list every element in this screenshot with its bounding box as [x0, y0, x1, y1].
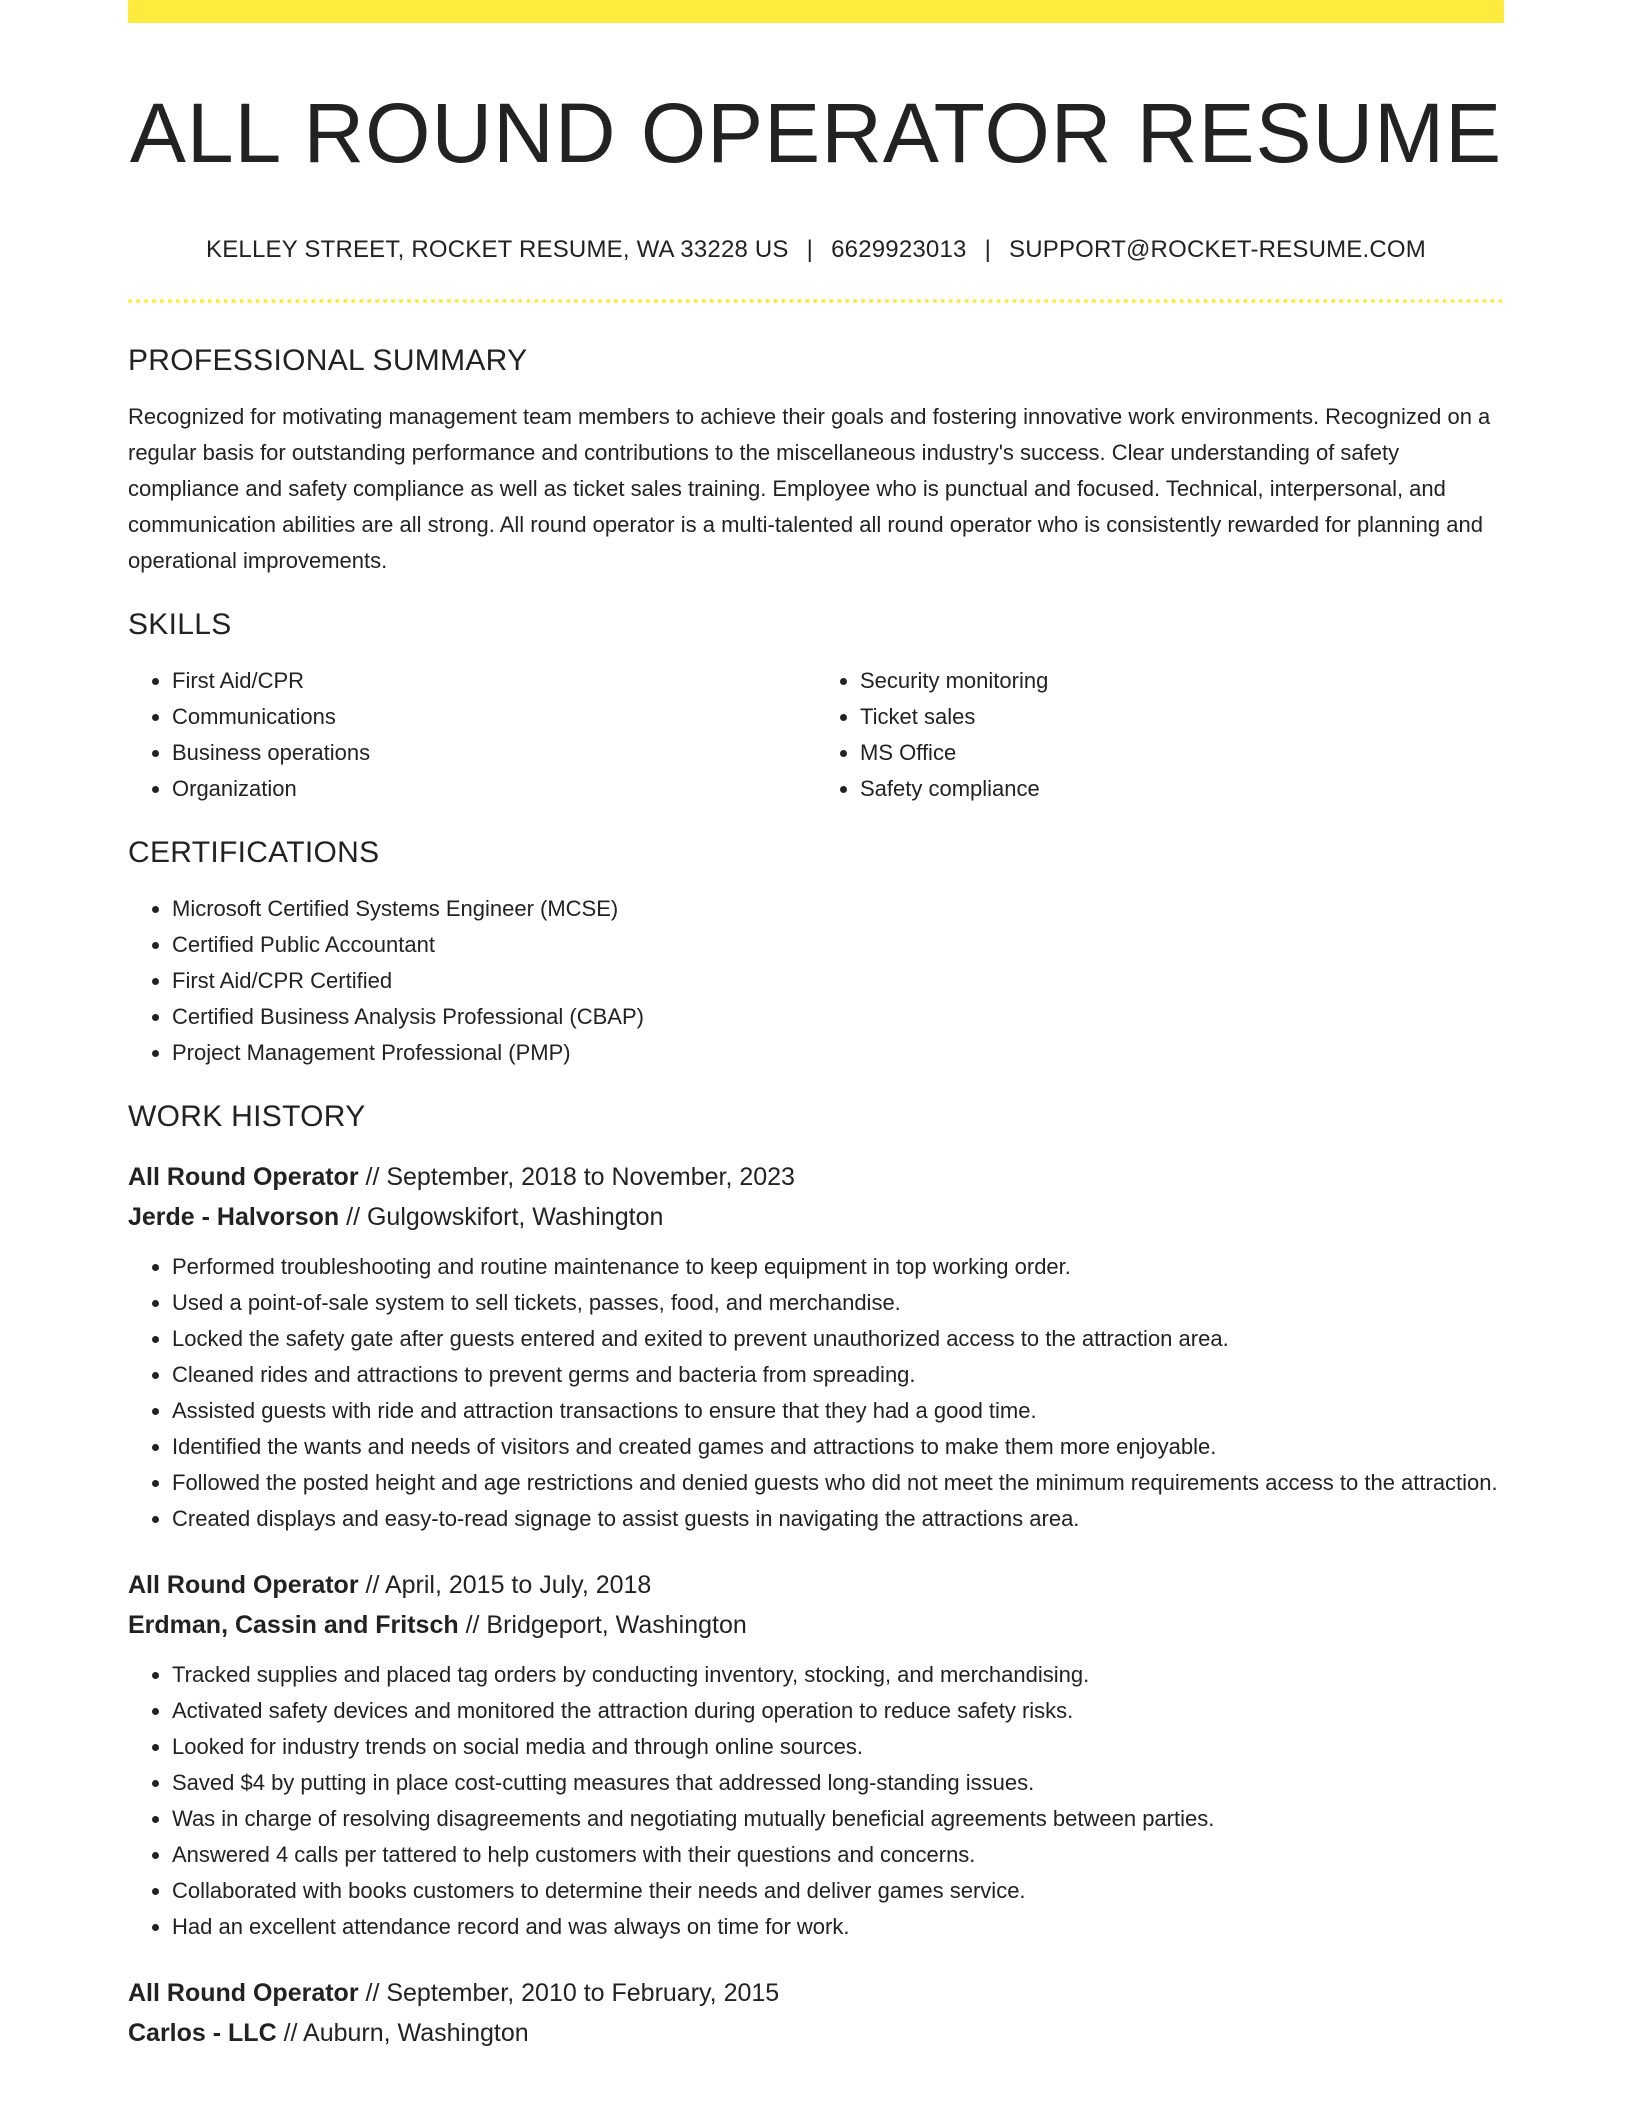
job-company: Carlos - LLC [128, 2019, 277, 2047]
certifications-heading: CERTIFICATIONS [128, 836, 380, 869]
job-company: Erdman, Cassin and Fritsch [128, 1611, 459, 1639]
list-item: • Performed troubleshooting and routine maintenance to keep equipment in top working order. [172, 1249, 1504, 1285]
skills-section [128, 607, 1504, 807]
list-item: • Business operations [172, 735, 816, 771]
list-item: • Tracked supplies and placed tag orders by conducting inventory, stocking, and merchandising. [172, 1657, 1504, 1693]
skills-heading: SKILLS [128, 608, 232, 641]
job-title-line [128, 1565, 1504, 1605]
job-duties-list [128, 1249, 1504, 1537]
contact-separator: | [984, 236, 992, 263]
work-history-heading: WORK HISTORY [128, 1100, 366, 1133]
list-item: • Ticket sales [860, 699, 1504, 735]
job-location: // Bridgeport, Washington [458, 1611, 747, 1639]
list-item: • Communications [172, 699, 816, 735]
skills-list-right [816, 663, 1504, 807]
job-location: // Auburn, Washington [276, 2019, 529, 2047]
skills-list-left [128, 663, 816, 807]
contact-phone: 6629923013 [831, 236, 967, 263]
list-item: • First Aid/CPR [172, 663, 816, 699]
job-entry [128, 1973, 1504, 2053]
list-item: • Was in charge of resolving disagreements and negotiating mutually beneficial agreements between parties. [172, 1801, 1504, 1837]
list-item: • Certified Public Accountant [172, 927, 1504, 963]
job-dates: // September, 2010 to February, 2015 [358, 1979, 780, 2007]
contact-line [128, 235, 1504, 265]
list-item: • Certified Business Analysis Professional (CBAP) [172, 999, 1504, 1035]
list-item: • Safety compliance [860, 771, 1504, 807]
list-item: • Organization [172, 771, 816, 807]
contact-address: KELLEY STREET, ROCKET RESUME, WA 33228 US [206, 236, 789, 263]
list-item: • Followed the posted height and age restrictions and denied guests who did not meet the minimum requirements access to the attraction. [172, 1465, 1504, 1501]
list-item: • Identified the wants and needs of visitors and created games and attractions to make them more enjoyable. [172, 1429, 1504, 1465]
list-item: • Microsoft Certified Systems Engineer (MCSE) [172, 891, 1504, 927]
list-item: • MS Office [860, 735, 1504, 771]
job-title-line [128, 1157, 1504, 1197]
list-item: • Collaborated with books customers to determine their needs and deliver games service. [172, 1873, 1504, 1909]
list-item: • Project Management Professional (PMP) [172, 1035, 1504, 1071]
list-item: • Answered 4 calls per tattered to help customers with their questions and concerns. [172, 1837, 1504, 1873]
job-entry [128, 1157, 1504, 1537]
job-company-line [128, 1605, 1504, 1645]
list-item: • Locked the safety gate after guests entered and exited to prevent unauthorized access to the attraction area. [172, 1321, 1504, 1357]
summary-heading: PROFESSIONAL SUMMARY [128, 344, 528, 377]
list-item: • Saved $4 by putting in place cost-cutting measures that addressed long-standing issues. [172, 1765, 1504, 1801]
accent-top-bar [128, 0, 1504, 23]
work-history-section [128, 1099, 1504, 2053]
list-item: • Created displays and easy-to-read signage to assist guests in navigating the attractions area. [172, 1501, 1504, 1537]
contact-separator: | [806, 236, 814, 263]
job-company-line [128, 1197, 1504, 1237]
job-title: All Round Operator [128, 1571, 359, 1599]
page-title: ALL ROUND OPERATOR RESUME [129, 86, 1503, 180]
resume-page [128, 0, 1504, 2053]
list-item: • Looked for industry trends on social media and through online sources. [172, 1729, 1504, 1765]
certifications-section [128, 835, 1504, 1071]
skills-grid [128, 663, 1504, 807]
list-item: • First Aid/CPR Certified [172, 963, 1504, 999]
summary-text: Recognized for motivating management team members to achieve their goals and fostering innovative work environments. Recognized on a regular basis for outstanding performance and contributions to the miscellaneous industry's success. Clear understanding of safety compliance and safety compliance as well as ticket sales training. Employee who is punctual and focused. Technical, interpersonal, and communication abilities are all strong. All round operator is a multi-talented all round operator who is consistently rewarded for planning and operational improvements. [128, 404, 1491, 573]
job-location: // Gulgowskifort, Washington [339, 1203, 664, 1231]
contact-email: SUPPORT@ROCKET-RESUME.COM [1009, 236, 1426, 263]
summary-section [128, 343, 1504, 579]
certifications-list [128, 891, 1504, 1071]
job-dates: // April, 2015 to July, 2018 [358, 1571, 652, 1599]
job-title-line [128, 1973, 1504, 2013]
list-item: • Used a point-of-sale system to sell tickets, passes, food, and merchandise. [172, 1285, 1504, 1321]
job-title: All Round Operator [128, 1163, 359, 1191]
list-item: • Cleaned rides and attractions to prevent germs and bacteria from spreading. [172, 1357, 1504, 1393]
job-title: All Round Operator [128, 1979, 359, 2007]
job-dates: // September, 2018 to November, 2023 [358, 1163, 795, 1191]
list-item: • Assisted guests with ride and attraction transactions to ensure that they had a good time. [172, 1393, 1504, 1429]
job-company-line [128, 2013, 1504, 2053]
list-item: • Had an excellent attendance record and was always on time for work. [172, 1909, 1504, 1945]
dotted-divider [128, 299, 1504, 303]
list-item: • Security monitoring [860, 663, 1504, 699]
job-entry [128, 1565, 1504, 1945]
job-company: Jerde - Halvorson [128, 1203, 340, 1231]
list-item: • Activated safety devices and monitored the attraction during operation to reduce safety risks. [172, 1693, 1504, 1729]
job-duties-list [128, 1657, 1504, 1945]
